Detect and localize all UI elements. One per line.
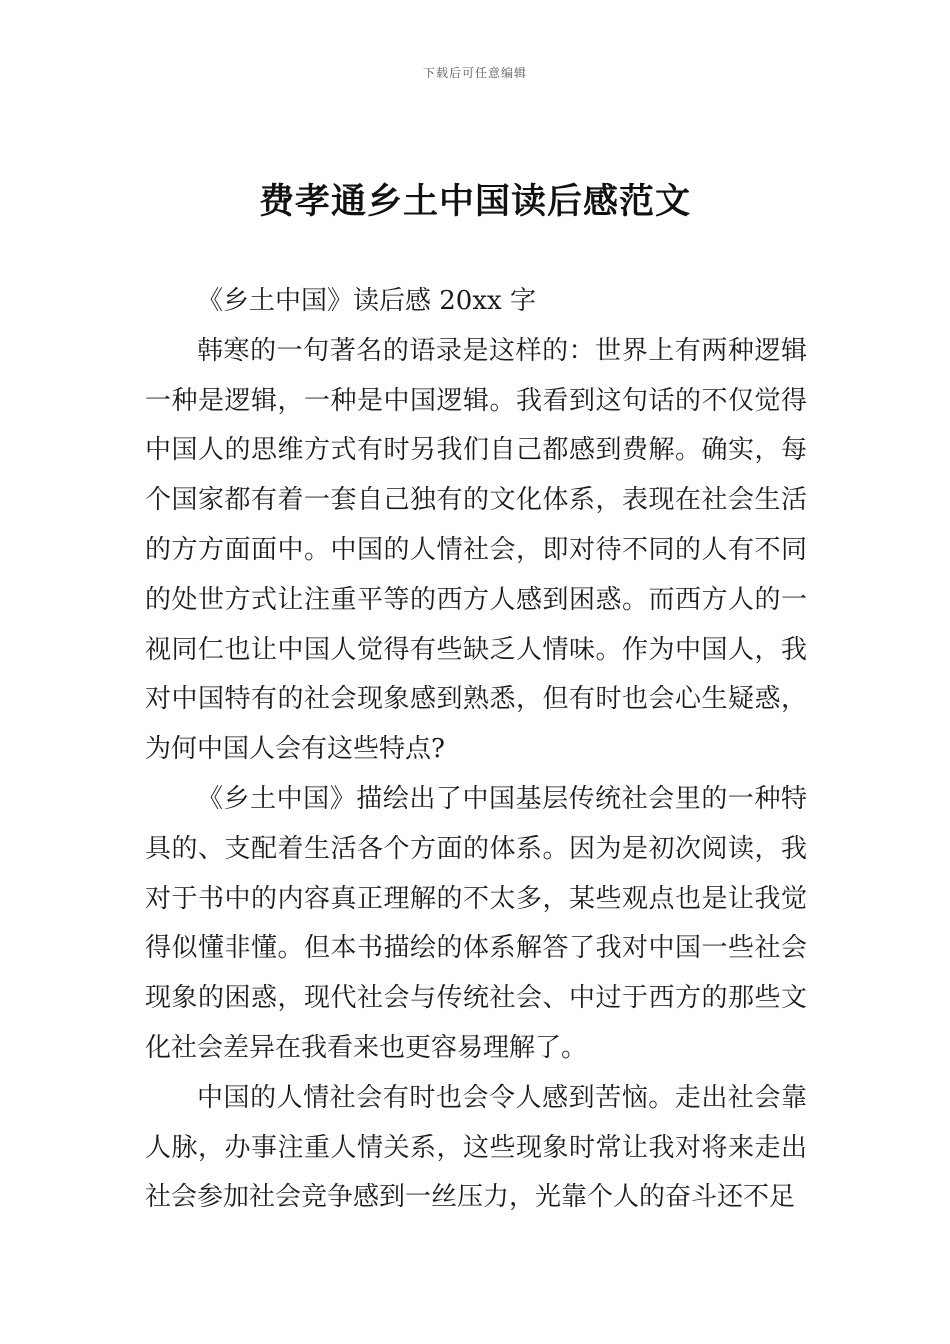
header-note: 下载后可任意编辑 — [422, 66, 527, 80]
document-title: 费孝通乡土中国读后感范文 — [258, 182, 691, 222]
document-body — [145, 277, 807, 1223]
paragraph-1: 韩寒的一句著名的语录是这样的：世界上有两种逻辑一种是逻辑，一种是中国逻辑。我看到这句话的不仅觉得中国人的思维方式有时另我们自己都感到费解。确实，每个国家都有着一套自己独有的文化体系，表现在社会生活的方方面面中。中国的人情社会，即对待不同的人有不同的处世方式让注重平等的西方人感到困惑。而西方人的一视同仁也让中国人觉得有些缺乏人情味。作为中国人，我对中国特有的社会现象感到熟悉，但有时也会心生疑惑，为何中国人会有这些特点? — [145, 335, 807, 765]
paragraph-3: 中国的人情社会有时也会令人感到苦恼。走出社会靠人脉，办事注重人情关系，这些现象时常让我对将来走出社会参加社会竞争感到一丝压力，光靠个人的奋斗还不足 — [145, 1082, 807, 1213]
paragraph-2: 《乡土中国》描绘出了中国基层传统社会里的一种特具的、支配着生活各个方面的体系。因为是初次阅读，我对于书中的内容真正理解的不太多，某些观点也是让我觉得似懂非懂。但本书描绘的体系解答了我对中国一些社会现象的困惑，现代社会与传统社会、中过于西方的那些文化社会差异在我看来也更容易理解了。 — [145, 783, 807, 1063]
subheading: 《乡土中国》读后感 20xx 字 — [197, 286, 536, 316]
